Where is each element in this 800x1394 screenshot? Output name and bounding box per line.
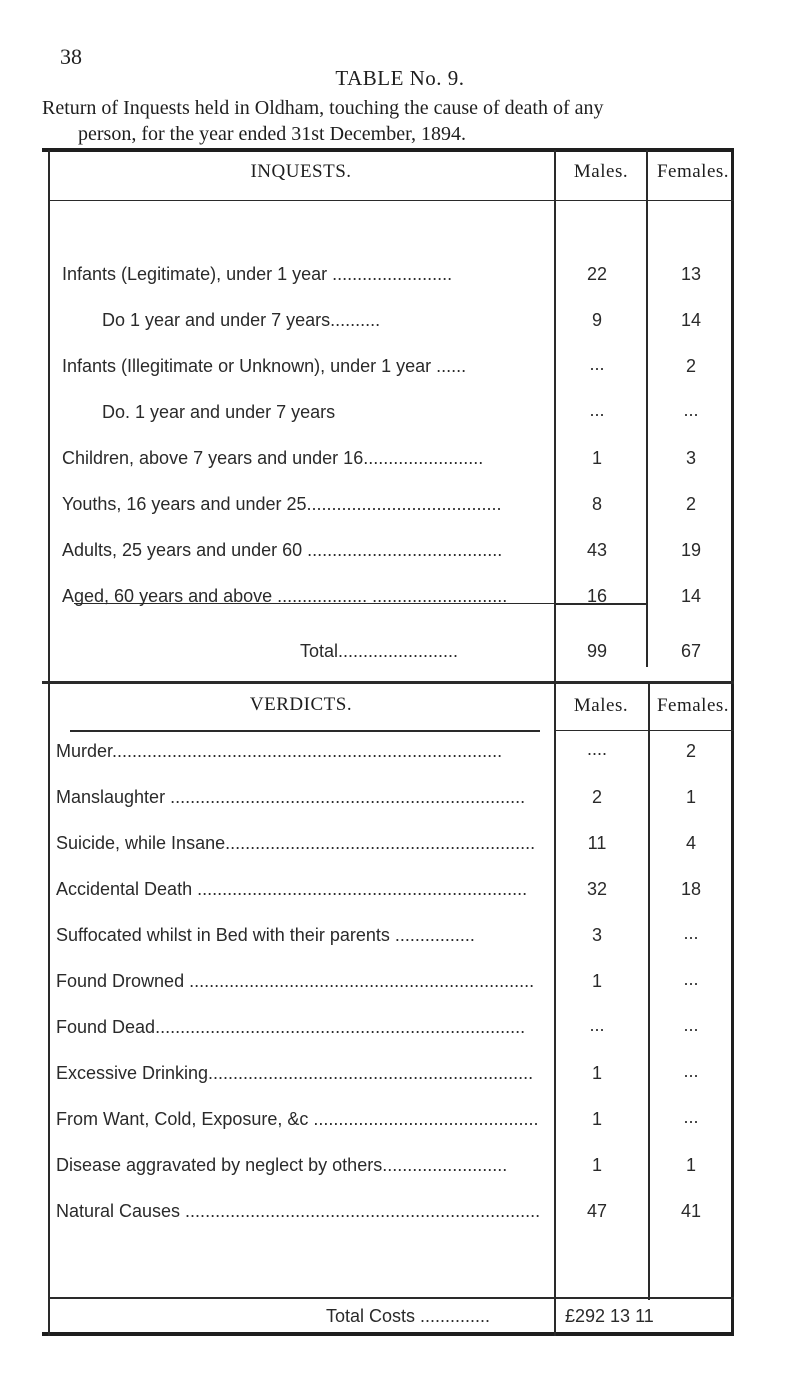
verdict-row-label: Manslaughter ....................................................................... — [56, 787, 526, 807]
verdict-row-males: 3 — [591, 925, 602, 945]
verdict-row-females: ... — [683, 1061, 699, 1081]
inquests-total-label: Total........................ — [300, 641, 459, 661]
inquest-row-label: Infants (Illegitimate or Unknown), under 1 year ...... — [62, 356, 467, 376]
verdict-row-males: 1 — [591, 1155, 602, 1175]
verdicts-header: VERDICTS. — [249, 694, 353, 715]
verdict-row-label: Disease aggravated by neglect by others......................... — [56, 1155, 508, 1175]
verdict-row-label: Suicide, while Insane.............................................................. — [56, 833, 536, 853]
inquest-row-females: 2 — [685, 494, 696, 514]
inquest-row-males: ... — [589, 354, 605, 374]
verdict-row-label: From Want, Cold, Exposure, &c ............................................. — [56, 1109, 539, 1129]
verdicts-header-rule-label — [70, 730, 540, 732]
verdict-row-females: 1 — [685, 1155, 696, 1175]
inquest-row-label: Youths, 16 years and under 25....................................... — [62, 494, 502, 514]
caption-line-1: Return of Inquests held in Oldham, touching the cause of death of any — [42, 97, 604, 119]
verdict-row-label: Found Drowned ..................................................................... — [56, 971, 535, 991]
verdict-row-females: 2 — [685, 741, 696, 761]
inquests-total-males: 99 — [586, 641, 608, 661]
verdict-row-label: Excessive Drinking................................................................. — [56, 1063, 534, 1083]
inquest-row-label: Aged, 60 years and above .................. ........................... — [62, 586, 508, 606]
total-costs-value: £292 13 11 — [565, 1306, 654, 1326]
inquest-row-males: 22 — [586, 264, 608, 284]
verdict-row-males: 1 — [591, 1063, 602, 1083]
verdicts-header-rule-numbers — [556, 730, 734, 731]
verdicts-males-header: Males. — [573, 695, 629, 716]
verdict-row-females: 18 — [680, 879, 702, 899]
females-column-rule-lower — [648, 683, 650, 1300]
inquests-females-header: Females. — [656, 161, 730, 182]
verdict-row-females: 1 — [685, 787, 696, 807]
verdict-row-males: 32 — [586, 879, 608, 899]
verdict-row-males: 47 — [586, 1201, 608, 1221]
page-number: 38 — [60, 44, 82, 69]
inquest-row-males: 9 — [591, 310, 602, 330]
inquest-row-females: 14 — [680, 586, 702, 606]
verdict-row-males: 1 — [591, 1109, 602, 1129]
inquest-row-females: 14 — [680, 310, 702, 330]
inquest-row-label: Do 1 year and under 7 years.......... — [102, 310, 381, 330]
inquest-row-females: 2 — [685, 356, 696, 376]
verdict-row-label: Natural Causes ....................................................................... — [56, 1201, 541, 1221]
verdict-row-males: ... — [589, 1015, 605, 1035]
verdict-row-females: ... — [683, 1015, 699, 1035]
inquests-header-rule — [48, 200, 734, 201]
inquest-row-males: 43 — [586, 540, 608, 560]
inquest-row-label: Infants (Legitimate), under 1 year ........................ — [62, 264, 453, 284]
inquests-header: INQUESTS. — [250, 161, 352, 182]
verdict-row-males: 1 — [591, 971, 602, 991]
verdict-row-females: ... — [683, 1107, 699, 1127]
verdict-row-females: ... — [683, 969, 699, 989]
inquest-row-males: 8 — [591, 494, 602, 514]
inquest-row-females: ... — [683, 400, 699, 420]
males-column-rule — [554, 150, 556, 1336]
females-column-rule — [646, 150, 648, 667]
left-rule — [48, 150, 50, 1336]
inquest-row-males: 16 — [586, 586, 608, 606]
inquest-row-label: Do. 1 year and under 7 years — [102, 402, 336, 422]
table-caption — [42, 95, 772, 147]
table-title: TABLE No. 9. — [335, 66, 465, 90]
verdict-row-label: Murder.............................................................................. — [56, 741, 503, 761]
inquest-row-males: ... — [589, 400, 605, 420]
caption-line-2: person, for the year ended 31st December, 1894. — [78, 123, 466, 145]
inquest-row-label: Children, above 7 years and under 16........................ — [62, 448, 484, 468]
inquest-row-males: 1 — [591, 448, 602, 468]
inquest-row-females: 13 — [680, 264, 702, 284]
inquests-total-females: 67 — [680, 641, 702, 661]
verdict-row-males: 2 — [591, 787, 602, 807]
verdict-row-females: ... — [683, 923, 699, 943]
verdict-row-males: .... — [586, 739, 607, 759]
verdict-row-females: 41 — [680, 1201, 702, 1221]
verdict-row-label: Accidental Death .................................................................. — [56, 879, 528, 899]
verdict-row-males: 11 — [587, 833, 607, 853]
inquest-row-label: Adults, 25 years and under 60 ....................................... — [62, 540, 503, 560]
inquests-males-header: Males. — [573, 161, 629, 182]
verdict-row-label: Found Dead.......................................................................... — [56, 1017, 526, 1037]
inquest-row-females: 19 — [680, 540, 702, 560]
verdict-row-females: 4 — [685, 833, 696, 853]
verdict-row-label: Suffocated whilst in Bed with their parents ................ — [56, 925, 475, 945]
total-costs-rule — [48, 1297, 734, 1299]
inquests-bottom-rule — [42, 681, 734, 684]
inquest-row-females: 3 — [685, 448, 696, 468]
verdicts-females-header: Females. — [656, 695, 730, 716]
total-costs-label: Total Costs .............. — [326, 1306, 491, 1326]
